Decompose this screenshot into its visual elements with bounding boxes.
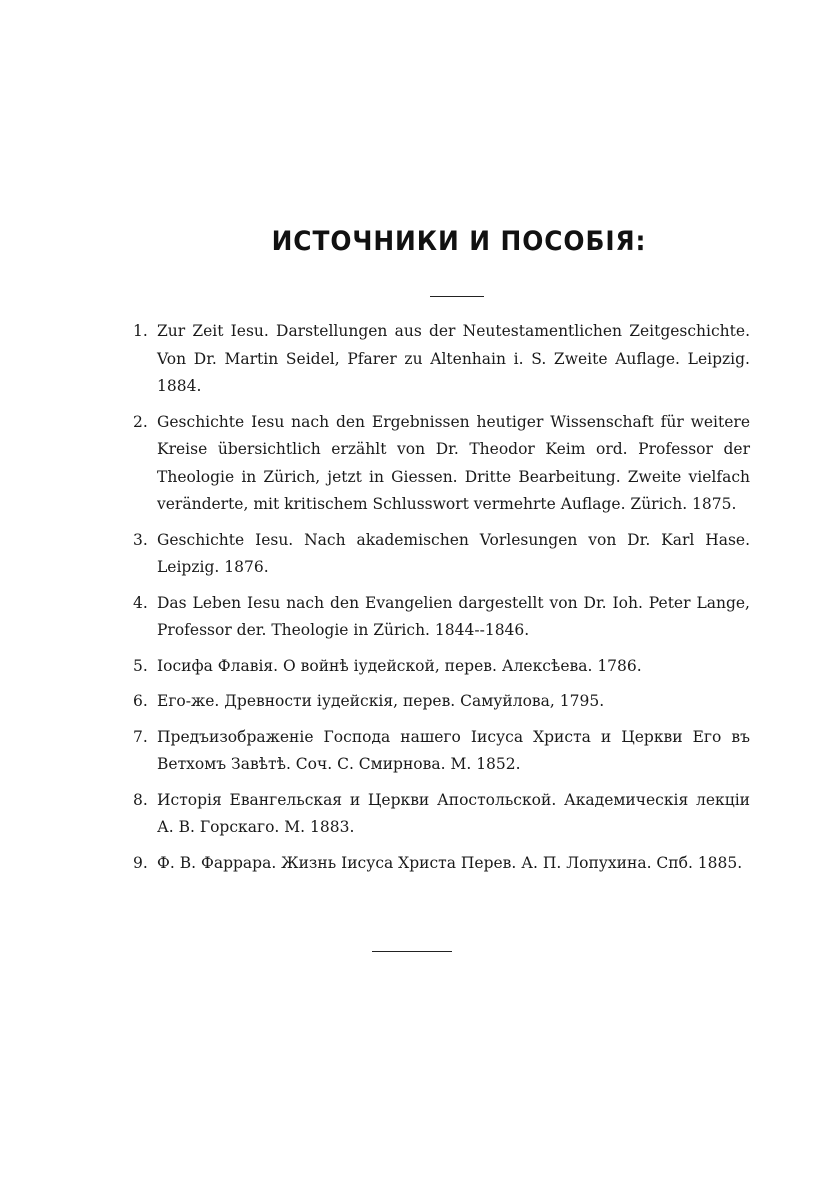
source-text: Іосифа Флавія. О войнѣ іудейской, перев. Алексѣева. 1786. (157, 656, 642, 675)
source-text: Его-же. Древности іудейскія, перев. Самуйлова, 1795. (157, 692, 605, 710)
source-number: 1. (133, 322, 148, 340)
source-text: Das Leben Iesu nach den Evangelien dargestellt von Dr. Ioh. Peter Lange, Professor der. Theologie in Zürich. 1844--1846. (157, 593, 750, 639)
source-text: Geschichte Iesu. Nach akademischen Vorlesungen von Dr. Karl Hase. Leipzig. 1876. (157, 530, 750, 576)
source-number: 7. (133, 727, 148, 746)
title-divider (430, 296, 484, 297)
source-text: Ф. В. Фаррара. Жизнь Іисуса Христа Перев. А. П. Лопухина. Спб. 1885. (157, 853, 743, 872)
source-item-4 (133, 590, 750, 645)
source-item-6 (133, 688, 750, 716)
page-title: ИСТОЧНИКИ И ПОСОБІЯ: (271, 226, 647, 257)
source-item-7 (133, 724, 750, 779)
source-text: Zur Zeit Iesu. Darstellungen aus der Neutestamentlichen Zeitgeschichte. Von Dr. Martin Seidel, Pfarer zu Altenhain i. S. Zweite Auflage. Leipzig. 1884. (157, 322, 750, 395)
source-item-1 (133, 318, 750, 401)
source-number: 6. (133, 692, 148, 710)
source-item-9 (133, 850, 750, 878)
source-item-3 (133, 527, 750, 582)
source-number: 3. (133, 530, 148, 549)
source-text: Исторія Евангельская и Церкви Апостольской. Академическія лекціи А. В. Горскаго. М. 1883. (157, 790, 750, 836)
source-item-5 (133, 653, 750, 681)
source-item-8 (133, 787, 750, 842)
source-number: 9. (133, 853, 148, 872)
source-text: Geschichte Iesu nach den Ergebnissen heutiger Wissenschaft für weitere Kreise übersichtlich erzählt von Dr. Theodor Keim ord. Professor der Theologie in Zürich, jetzt in Giessen. Dritte Bearbeitung. Zweite vielfach veränderte, mit kritischem Schlusswort vermehrte Auflage. Zürich. 1875. (157, 412, 750, 513)
end-divider (372, 951, 452, 952)
source-text: Предъизображеніе Господа нашего Іисуса Христа и Церкви Его въ Ветхомъ Завѣтѣ. Соч. С. Смирнова. М. 1852. (157, 727, 750, 773)
source-number: 4. (133, 593, 148, 612)
source-number: 8. (133, 790, 148, 809)
source-number: 5. (133, 656, 148, 675)
source-number: 2. (133, 412, 148, 431)
source-item-2 (133, 409, 750, 519)
sources-list (133, 318, 750, 885)
